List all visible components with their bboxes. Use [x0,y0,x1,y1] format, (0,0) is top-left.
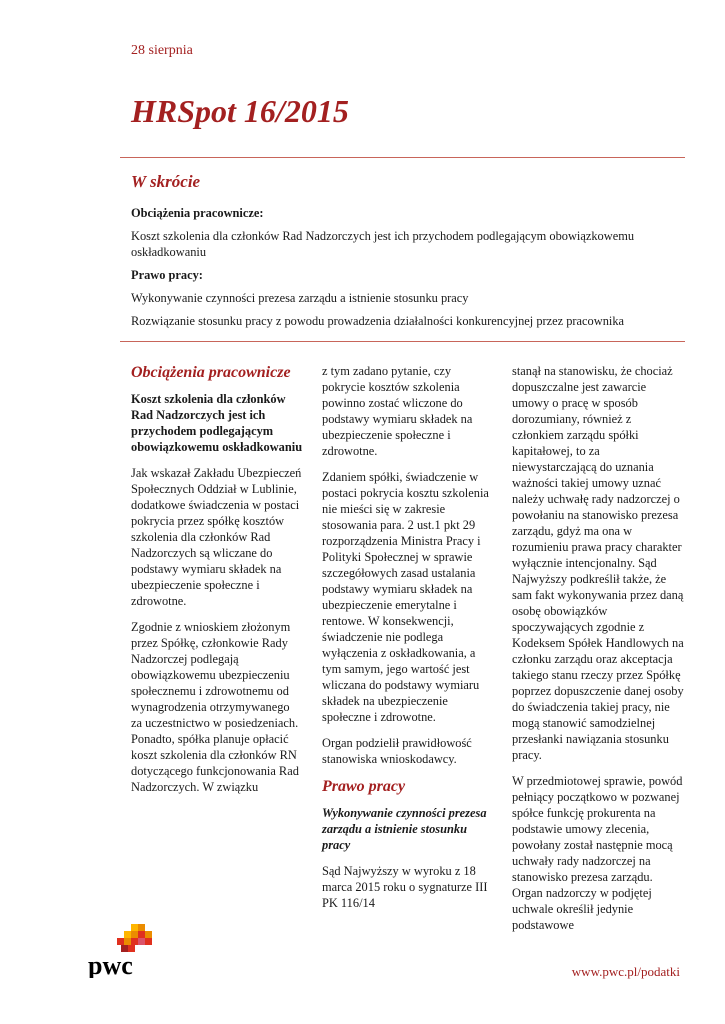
summary-heading: W skrócie [131,172,201,191]
summary-obligations-heading: Obciążenia pracownicze: [131,206,264,220]
column-1 [131,363,303,805]
article-paragraph: Sąd Najwyższy w wyroku z 18 marca 2015 roku o sygnaturze III PK 116/14 [322,864,488,910]
article-paragraph: stanął na stanowisku, że chociaż dopuszczalne jest zawarcie umowy o pracę w sposób dorozumiany, również z członkiem zarządu spółki kapitałowej, to za niewystarczającą do uznania ważności takiej umowy uznać należy uchwałę rady nadzorczej o powołaniu na stanowisko prezesa zarządu, gdyż ma ona w rozumieniu prawa pracy charakter wyłącznie intencjonalny. Sąd Najwyższy podkreślił także, że sam fakt wykonywania przez daną osobę obowiązków spoczywających zgodnie z Kodeksem Spółek Handlowych na członku zarządu oraz akceptacja takiego stanu rzeczy przez Spółkę poprzez dopuszczenie danej osoby do świadczenia takiej pracy, nie mogą stanowić samodzielnej przesłanki nawiązania stosunku pracy. [512,364,684,762]
article-subtitle-ceo: Wykonywanie czynności prezesa zarządu a istnienie stosunku pracy [322,806,487,852]
article-paragraph: Zdaniem spółki, świadczenie w postaci pokrycia kosztu szkolenia nie mieści się w zakresie stosowania para. 2 ust.1 pkt 29 rozporządzenia Ministra Pracy i Polityki Społecznej w sprawie szczegółowych zasad ustalania podstawy wymiaru składek na ubezpieczenie emerytalne i rentowe. W konsekwencji, świadczenie nie podlega wyłączenia z oskładkowania, a tym samym, jego wartość jest wliczana do podstawy wymiaru składek na ubezpieczenie społeczne i zdrowotne. [322,470,489,724]
pwc-logo-wordmark: pwc [88,951,133,978]
article-paragraph: Zgodnie z wnioskiem złożonym przez Spółkę, członkowie Rady Nadzorczej podlegają obowiązkowemu ubezpieczeniu społecznemu i zdrowotnemu od wynagrodzenia otrzymywanego za uczestnictwo w posiedzeniach. Ponadto, spółka planuje opłacić koszt szkolenia dla członków RN dotyczącego funkcjonowania Rad Nadzorczych. W związku [131,620,299,794]
section-title-labor-law: Prawo pracy [322,778,406,795]
article-paragraph: Organ podzielił prawidłowość stanowiska wnioskodawcy. [322,736,472,766]
divider-top [120,157,685,158]
article-paragraph: W przedmiotowej sprawie, powód pełniący początkowo w pozwanej spółce funkcję prokurenta na podstawie umowy zlecenia, powołany został następnie mocą uchwały rady nadzorczej na stanowisko prezesa zarządu. Organ nadzorczy w podjętej uchwale określił jedynie podstawowe [512,774,683,932]
column-2 [322,363,494,921]
summary-block [131,205,676,336]
divider-summary [120,341,685,342]
pwc-logo [88,922,158,978]
summary-link-ceo-employment[interactable]: Wykonywanie czynności prezesa zarządu a istnienie stosunku pracy [131,291,469,305]
footer-url-link[interactable]: www.pwc.pl/podatki [571,964,680,979]
article-paragraph: z tym zadano pytanie, czy pokrycie kosztów szkolenia powinno zostać wliczone do podstawy wymiaru składek na ubezpieczenie społeczne i zdrowotne. [322,364,473,458]
article-subtitle-training: Koszt szkolenia dla członków Rad Nadzorczych jest ich przychodem podlegającym obowiązkowemu oskładkowaniu [131,392,303,454]
pwc-logo-mark-icon [117,924,152,952]
issue-date: 28 sierpnia [131,43,193,58]
column-3 [512,363,684,943]
article-paragraph: Jak wskazał Zakładu Ubezpieczeń Społecznych Oddział w Lublinie, dodatkowe świadczenia w postaci pokrycia przez spółkę kosztów szkolenia dla członków Rad Nadzorczych są wliczane do podstawy wymiaru składek na ubezpieczenie społeczne i zdrowotne. [131,466,302,608]
newsletter-title: HRSpot 16/2015 [131,93,349,129]
summary-link-competition[interactable]: Rozwiązanie stosunku pracy z powodu prowadzenia działalności konkurencyjnej przez pracownika [131,314,625,328]
summary-link-training-costs[interactable]: Koszt szkolenia dla członków Rad Nadzorczych jest ich przychodem podlegającym obowiązkowemu oskładkowaniu [131,229,635,259]
summary-labor-heading: Prawo pracy: [131,268,203,282]
section-title-obligations: Obciążenia pracownicze [131,364,291,381]
